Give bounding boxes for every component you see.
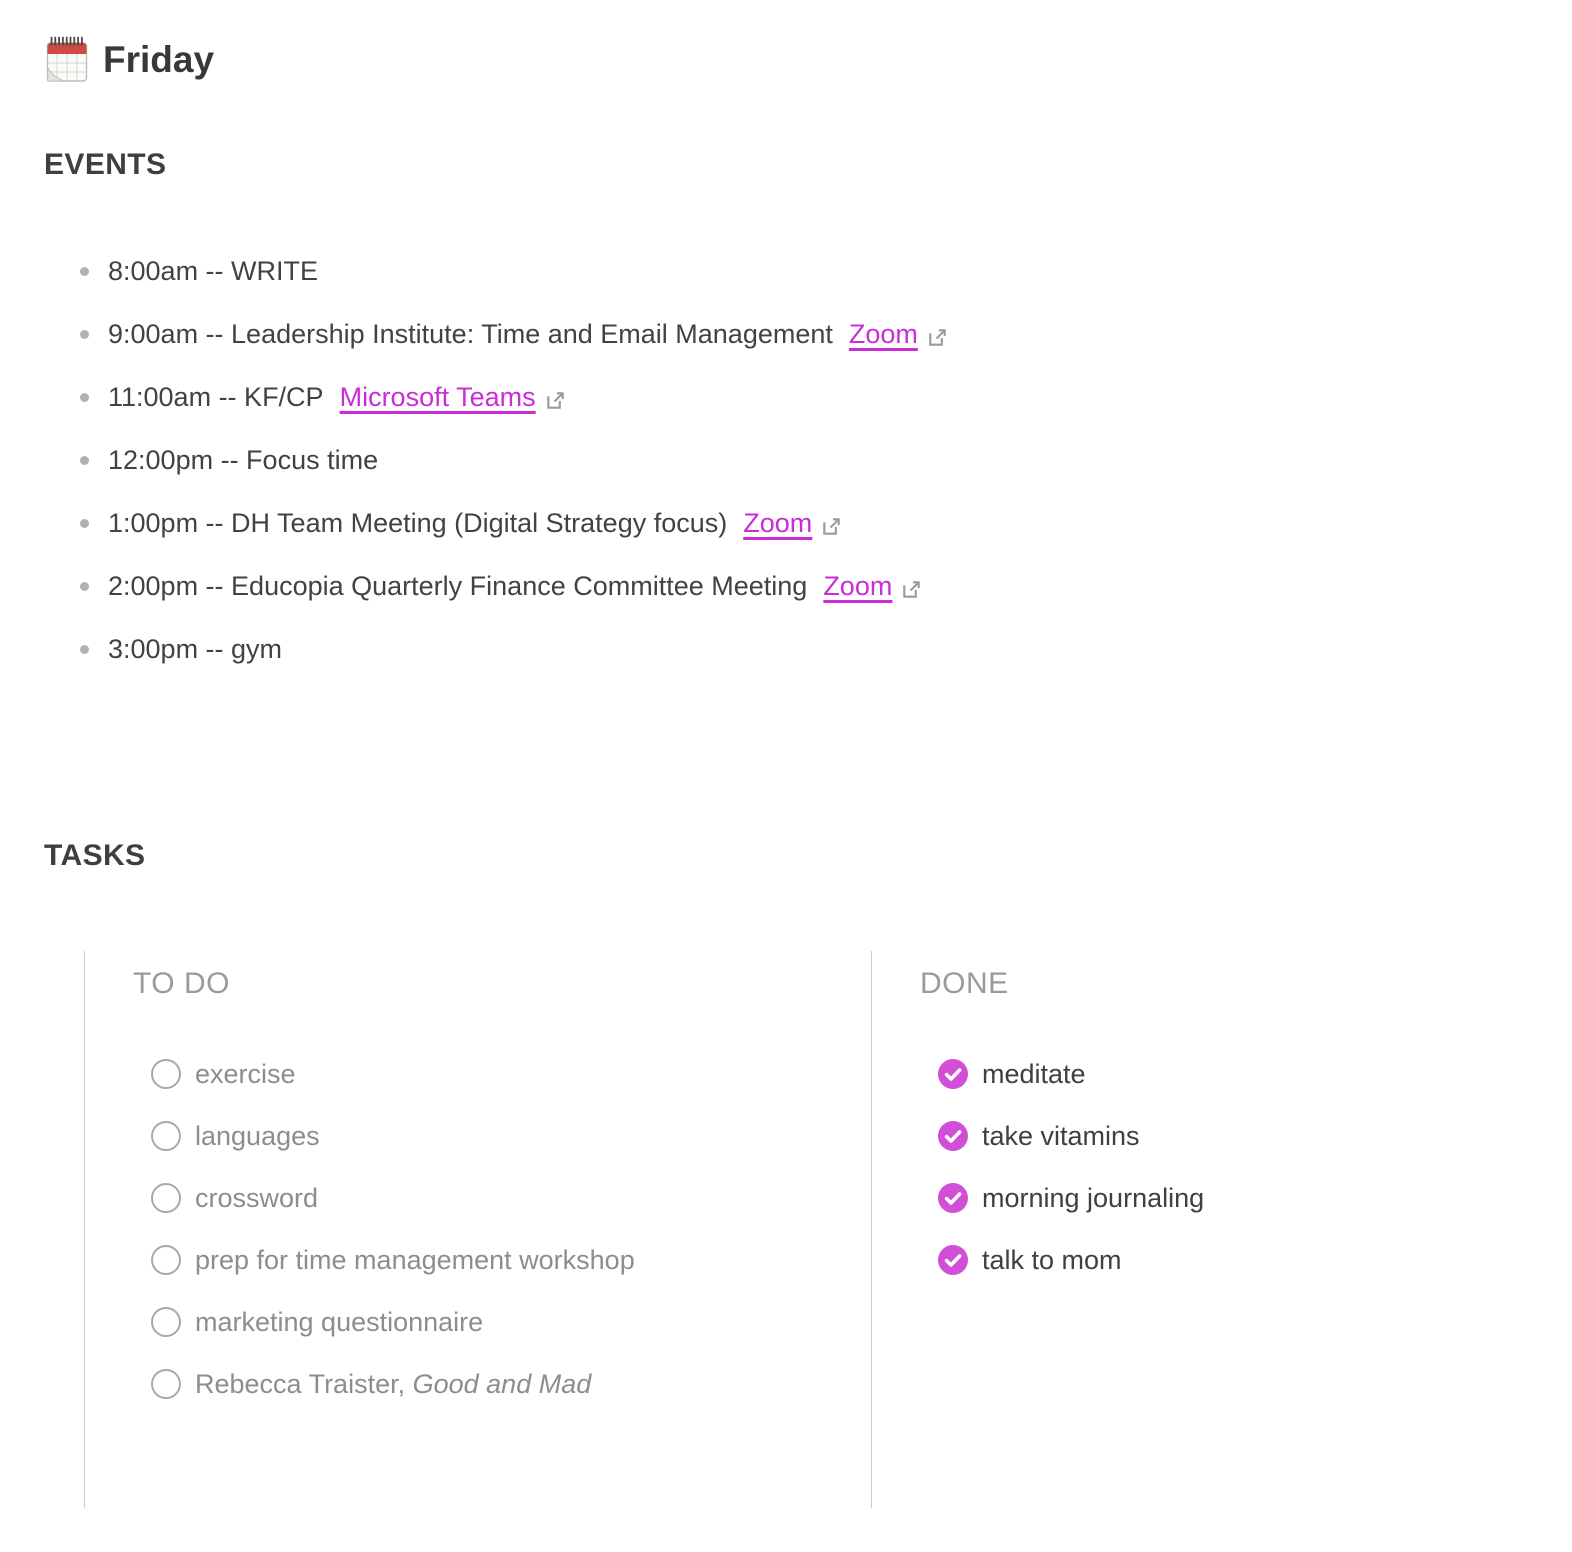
done-column — [871, 951, 1532, 1508]
todo-item-label: marketing questionnaire — [195, 1306, 484, 1337]
event-text: 1:00pm -- DH Team Meeting (Digital Strategy focus) — [108, 508, 728, 538]
todo-item — [151, 1307, 871, 1337]
bullet-icon — [80, 519, 89, 528]
checked-circle-icon[interactable] — [938, 1183, 968, 1213]
event-item — [44, 636, 1532, 663]
microsoft-teams-link[interactable]: Microsoft Teams — [339, 382, 536, 412]
todo-item — [151, 1183, 871, 1213]
todo-list — [151, 1059, 871, 1399]
external-link-icon[interactable] — [926, 326, 949, 349]
done-item — [938, 1245, 1532, 1275]
todo-item-label: crossword — [195, 1182, 319, 1213]
done-item-label: talk to mom — [982, 1244, 1122, 1275]
done-item — [938, 1059, 1532, 1089]
bullet-icon — [80, 456, 89, 465]
checked-circle-icon[interactable] — [938, 1059, 968, 1089]
todo-item-label: exercise — [195, 1058, 296, 1089]
todo-item — [151, 1059, 871, 1089]
tasks-table — [84, 951, 1532, 1508]
event-item — [44, 384, 1532, 411]
bullet-icon — [80, 267, 89, 276]
checked-circle-icon[interactable] — [938, 1121, 968, 1151]
event-item — [44, 573, 1532, 600]
checked-circle-icon[interactable] — [938, 1245, 968, 1275]
todo-item-label: Rebecca Traister, Good and Mad — [195, 1368, 592, 1399]
done-list — [938, 1059, 1532, 1275]
todo-item — [151, 1245, 871, 1275]
unchecked-circle-icon[interactable] — [151, 1121, 181, 1151]
zoom-link[interactable]: Zoom — [848, 319, 918, 349]
done-item-label: meditate — [982, 1058, 1086, 1089]
event-text: 9:00am -- Leadership Institute: Time and Email Management — [108, 319, 833, 349]
done-item — [938, 1121, 1532, 1151]
todo-heading: TO DO — [133, 967, 230, 1000]
unchecked-circle-icon[interactable] — [151, 1059, 181, 1089]
event-item — [44, 447, 1532, 474]
external-link-icon[interactable] — [544, 389, 567, 412]
event-text: 12:00pm -- Focus time — [108, 445, 379, 475]
spiral-calendar-icon — [44, 36, 90, 84]
external-link-icon[interactable] — [900, 578, 923, 601]
todo-column — [84, 951, 871, 1508]
unchecked-circle-icon[interactable] — [151, 1307, 181, 1337]
zoom-link[interactable]: Zoom — [743, 508, 813, 538]
done-item-label: take vitamins — [982, 1120, 1140, 1151]
event-text: 3:00pm -- gym — [108, 634, 283, 664]
bullet-icon — [80, 582, 89, 591]
todo-item-label: prep for time management workshop — [195, 1244, 635, 1275]
done-item — [938, 1183, 1532, 1213]
events-list — [44, 258, 1532, 663]
event-item — [44, 321, 1532, 348]
zoom-link[interactable]: Zoom — [823, 571, 893, 601]
unchecked-circle-icon[interactable] — [151, 1245, 181, 1275]
done-item-label: morning journaling — [982, 1182, 1205, 1213]
book-title: Good and Mad — [412, 1368, 592, 1399]
bullet-icon — [80, 330, 89, 339]
event-text: 2:00pm -- Educopia Quarterly Finance Committee Meeting — [108, 571, 808, 601]
unchecked-circle-icon[interactable] — [151, 1183, 181, 1213]
bullet-icon — [80, 645, 89, 654]
todo-item-label: languages — [195, 1120, 320, 1151]
page-title — [44, 36, 1532, 84]
event-text: 11:00am -- KF/CP — [108, 382, 324, 412]
tasks-heading: TASKS — [44, 839, 146, 872]
events-heading: EVENTS — [44, 148, 167, 181]
page-title-text: Friday — [103, 39, 215, 80]
event-text: 8:00am -- WRITE — [108, 256, 319, 286]
todo-item — [151, 1369, 871, 1399]
done-heading: DONE — [920, 967, 1009, 1000]
event-item — [44, 258, 1532, 285]
unchecked-circle-icon[interactable] — [151, 1369, 181, 1399]
bullet-icon — [80, 393, 89, 402]
event-item — [44, 510, 1532, 537]
external-link-icon[interactable] — [820, 515, 843, 538]
todo-item — [151, 1121, 871, 1151]
